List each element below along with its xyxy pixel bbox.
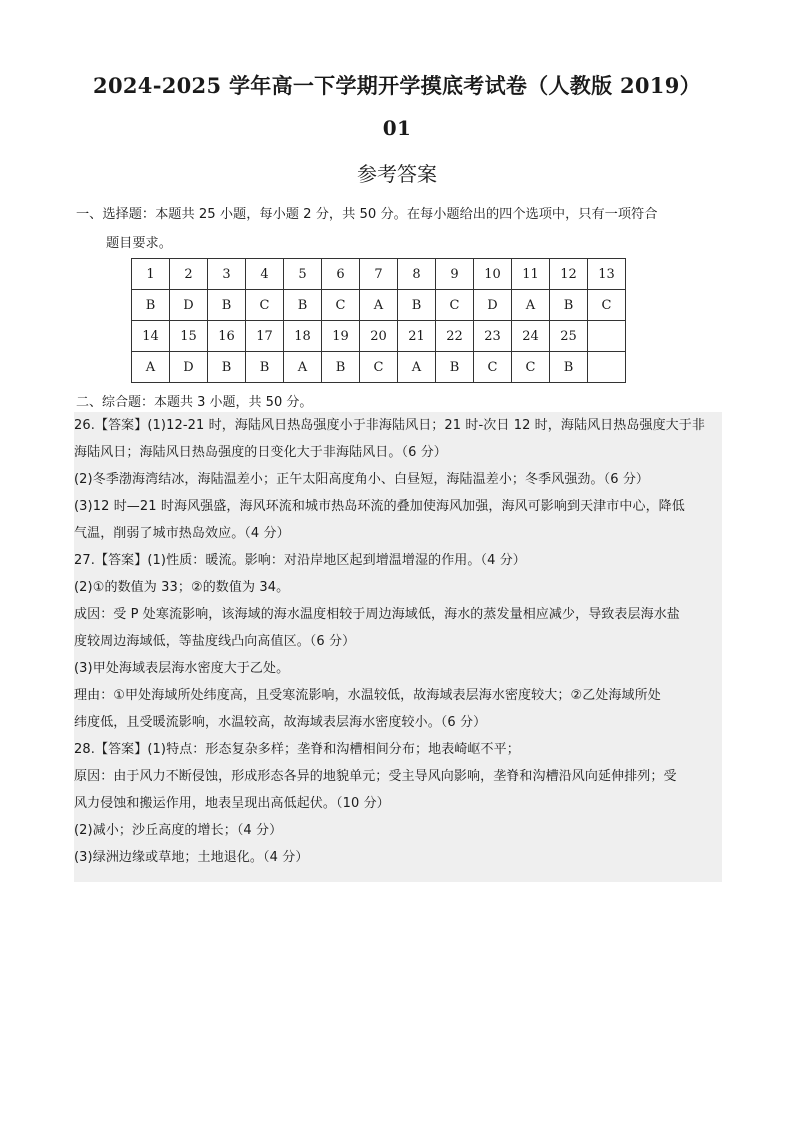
- answer-cell: C: [474, 352, 512, 383]
- answer-line: (2)①的数值为 33；②的数值为 34。: [74, 580, 290, 595]
- answer-line: 27.【答案】(1)性质：暖流。影响：对沿岸地区起到增温增湿的作用。（4 分）: [74, 553, 526, 568]
- question-number-cell: 23: [474, 321, 512, 352]
- question-number-cell: 3: [208, 259, 246, 290]
- question-number-cell: 12: [550, 259, 588, 290]
- section-1-line-2: 题目要求。: [106, 236, 172, 251]
- document-subtitle: 参考答案: [357, 162, 437, 186]
- answer-line: 原因：由于风力不断侵蚀，形成形态各异的地貌单元；受主导风向影响，垄脊和沟槽沿风向延伸排列；受: [74, 769, 677, 784]
- document-title: 2024-2025 学年高一下学期开学摸底考试卷（人教版 2019）: [93, 73, 701, 98]
- answer-cell: C: [360, 352, 398, 383]
- question-number-cell: 16: [208, 321, 246, 352]
- question-number-cell: 21: [398, 321, 436, 352]
- document-title-number: 01: [382, 116, 412, 140]
- answer-row: [132, 290, 626, 321]
- answer-line: (2)冬季渤海湾结冰，海陆温差小；正午太阳高度角小、白昼短，海陆温差小；冬季风强劲。（6 分）: [74, 472, 650, 487]
- answer-line: 海陆风日；海陆风日热岛强度的日变化大于非海陆风日。（6 分）: [74, 445, 447, 460]
- question-number-cell: 5: [284, 259, 322, 290]
- answer-line: 气温，削弱了城市热岛效应。（4 分）: [74, 526, 290, 541]
- question-number-cell: 14: [132, 321, 170, 352]
- question-number-cell: [588, 321, 626, 352]
- section-2-heading: 二、综合题：本题共 3 小题，共 50 分。: [76, 395, 313, 410]
- answer-cell: D: [170, 290, 208, 321]
- question-number-cell: 19: [322, 321, 360, 352]
- answer-cell: A: [132, 352, 170, 383]
- answer-table: [131, 258, 626, 383]
- answer-cell: B: [132, 290, 170, 321]
- question-number-cell: 2: [170, 259, 208, 290]
- answer-line: 度较周边海域低，等盐度线凸向高值区。（6 分）: [74, 634, 356, 649]
- answer-cell: D: [170, 352, 208, 383]
- section-2-answers: [74, 412, 722, 882]
- answer-cell: B: [208, 352, 246, 383]
- question-number-cell: 4: [246, 259, 284, 290]
- question-number-row: [132, 259, 626, 290]
- answer-line: 28.【答案】(1)特点：形态复杂多样；垄脊和沟槽相间分布；地表崎岖不平；: [74, 742, 520, 757]
- answer-cell: C: [246, 290, 284, 321]
- answer-cell: B: [208, 290, 246, 321]
- section-1-line-1: 一、选择题：本题共 25 小题，每小题 2 分，共 50 分。在每小题给出的四个选项中，只有一项符合: [76, 207, 658, 222]
- question-number-cell: 15: [170, 321, 208, 352]
- question-number-cell: 8: [398, 259, 436, 290]
- question-number-cell: 7: [360, 259, 398, 290]
- question-number-cell: 24: [512, 321, 550, 352]
- answer-row: [132, 352, 626, 383]
- answer-line: 风力侵蚀和搬运作用，地表呈现出高低起伏。（10 分）: [74, 796, 390, 811]
- answer-cell: B: [550, 290, 588, 321]
- question-number-cell: 6: [322, 259, 360, 290]
- answer-cell: B: [246, 352, 284, 383]
- question-number-cell: 9: [436, 259, 474, 290]
- answer-line: (3)12 时—21 时海风强盛，海风环流和城市热岛环流的叠加使海风加强，海风可影响到天津市中心，降低: [74, 499, 685, 514]
- answer-line: 26.【答案】(1)12-21 时，海陆风日热岛强度小于非海陆风日；21 时-次日 12 时，海陆风日热岛强度大于非: [74, 418, 705, 433]
- question-number-cell: 11: [512, 259, 550, 290]
- answer-cell: C: [512, 352, 550, 383]
- answer-cell: B: [436, 352, 474, 383]
- question-number-cell: 22: [436, 321, 474, 352]
- answer-line: (3)甲处海域表层海水密度大于乙处。: [74, 661, 290, 676]
- answer-line: 纬度低，且受暖流影响，水温较高，故海域表层海水密度较小。（6 分）: [74, 715, 487, 730]
- answer-cell: D: [474, 290, 512, 321]
- section-1-instructions: [76, 200, 726, 258]
- answer-cell: B: [398, 290, 436, 321]
- answer-line: (2)减小；沙丘高度的增长；（4 分）: [74, 823, 283, 838]
- answer-cell: B: [322, 352, 360, 383]
- answer-line: (3)绿洲边缘或草地；土地退化。（4 分）: [74, 850, 309, 865]
- answer-line: 成因：受 P 处寒流影响，该海域的海水温度相较于周边海域低，海水的蒸发量相应减少，导致表层海水盐: [74, 607, 680, 622]
- answer-cell: [588, 352, 626, 383]
- question-number-row: [132, 321, 626, 352]
- answer-line: 理由：①甲处海域所处纬度高，且受寒流影响，水温较低，故海域表层海水密度较大；②乙处海域所处: [74, 688, 661, 703]
- answer-cell: A: [512, 290, 550, 321]
- answer-cell: C: [322, 290, 360, 321]
- question-number-cell: 10: [474, 259, 512, 290]
- answer-cell: A: [398, 352, 436, 383]
- answer-cell: B: [284, 290, 322, 321]
- question-number-cell: 20: [360, 321, 398, 352]
- question-number-cell: 13: [588, 259, 626, 290]
- question-number-cell: 18: [284, 321, 322, 352]
- question-number-cell: 17: [246, 321, 284, 352]
- question-number-cell: 25: [550, 321, 588, 352]
- question-number-cell: 1: [132, 259, 170, 290]
- answer-cell: B: [550, 352, 588, 383]
- answer-cell: C: [588, 290, 626, 321]
- answer-cell: A: [284, 352, 322, 383]
- answer-cell: A: [360, 290, 398, 321]
- answer-cell: C: [436, 290, 474, 321]
